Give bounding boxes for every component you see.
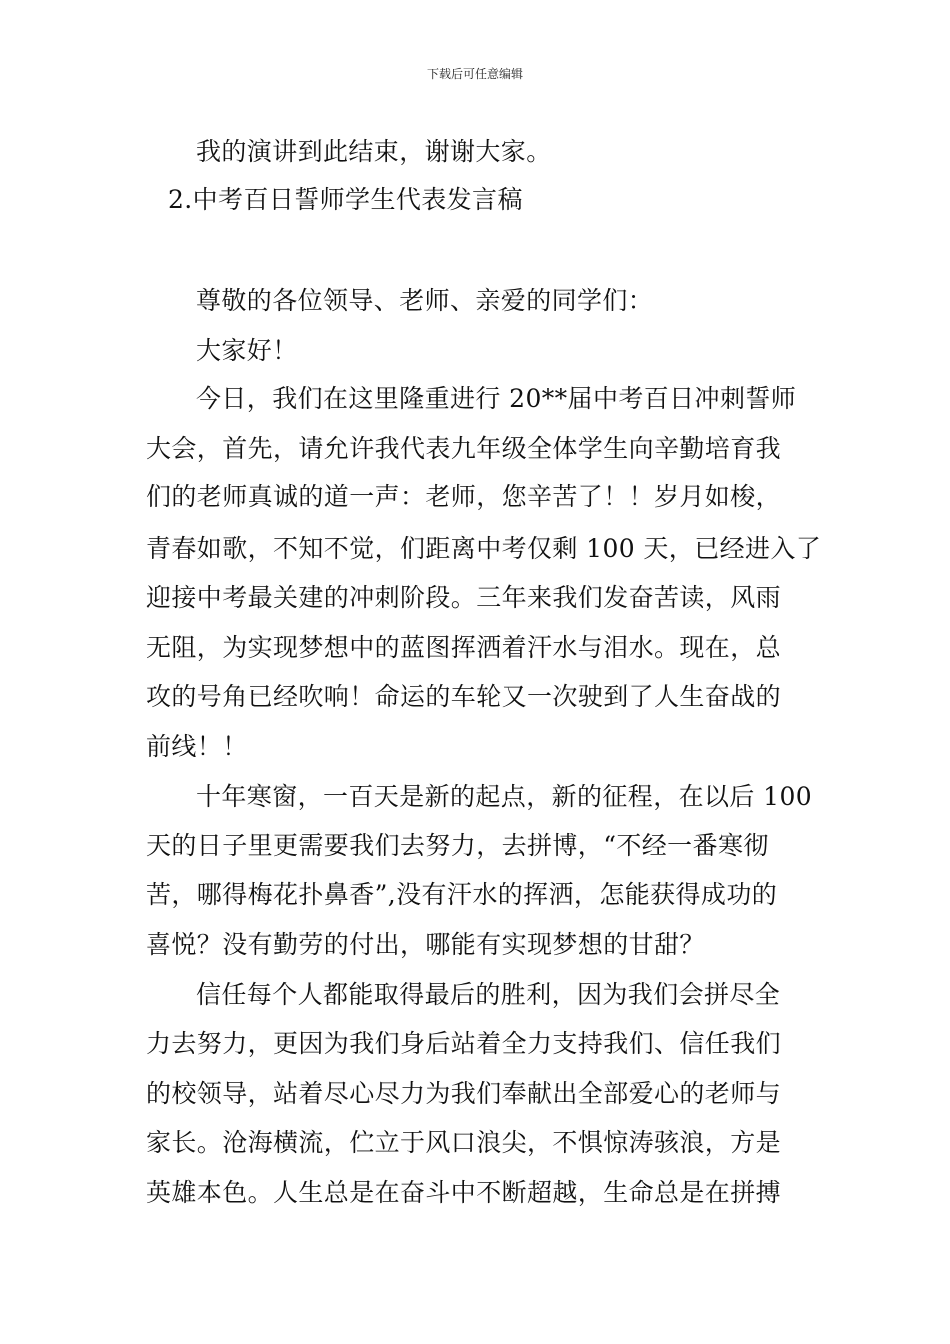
paragraph-3-line-4: 家长。沧海横流，伫立于风口浪尖，不惧惊涛骇浪，方是	[146, 1128, 782, 1157]
page-header-note: 下载后可任意编辑	[426, 67, 523, 81]
paragraph-1-line-3: 们的老师真诚的道一声：老师，您辛苦了！！岁月如梭，	[146, 482, 782, 511]
paragraph-1-line-8: 前线！！	[146, 732, 248, 761]
paragraph-3-line-5: 英雄本色。人生总是在奋斗中不断超越，生命总是在拼搏	[146, 1178, 782, 1207]
paragraph-2-line-1: 十年寒窗，一百天是新的起点，新的征程，在以后 100	[196, 782, 813, 811]
paragraph-1-line-2: 大会，首先，请允许我代表九年级全体学生向辛勤培育我	[146, 434, 782, 463]
paragraph-1-line-5: 迎接中考最关建的冲刺阶段。三年来我们发奋苦读，风雨	[146, 583, 782, 612]
paragraph-2-line-2: 天的日子里更需要我们去努力，去拼博，“不经一番寒彻	[146, 831, 769, 860]
paragraph-3-line-2: 力去努力，更因为我们身后站着全力支持我们、信任我们	[146, 1029, 782, 1058]
paragraph-3-line-3: 的校领导，站着尽心尽力为我们奉献出全部爱心的老师与	[146, 1079, 782, 1108]
paragraph-2-line-4: 喜悦？没有勤劳的付出，哪能有实现梦想的甘甜？	[146, 930, 705, 959]
greeting: 大家好！	[196, 336, 298, 365]
paragraph-3-line-1: 信任每个人都能取得最后的胜利，因为我们会拼尽全	[196, 980, 781, 1009]
section-title: 2.中考百日誓师学生代表发言稿	[168, 185, 523, 214]
paragraph-2-line-3: 苦，哪得梅花扑鼻香”,没有汗水的挥洒，怎能获得成功的	[146, 880, 778, 909]
paragraph-1-line-4: 青春如歌，不知不觉，们距离中考仅剩 100 天，已经进入了	[146, 534, 822, 563]
paragraph-1-line-1: 今日，我们在这里隆重进行 20**届中考百日冲刺誓师	[196, 384, 797, 413]
paragraph-1-line-6: 无阻，为实现梦想中的蓝图挥洒着汗水与泪水。现在，总	[146, 633, 782, 662]
salutation: 尊敬的各位领导、老师、亲爱的同学们：	[196, 286, 654, 315]
paragraph-1-line-7: 攻的号角已经吹响！命运的车轮又一次驶到了人生奋战的	[146, 682, 782, 711]
closing-line: 我的演讲到此结束，谢谢大家。	[196, 137, 552, 166]
